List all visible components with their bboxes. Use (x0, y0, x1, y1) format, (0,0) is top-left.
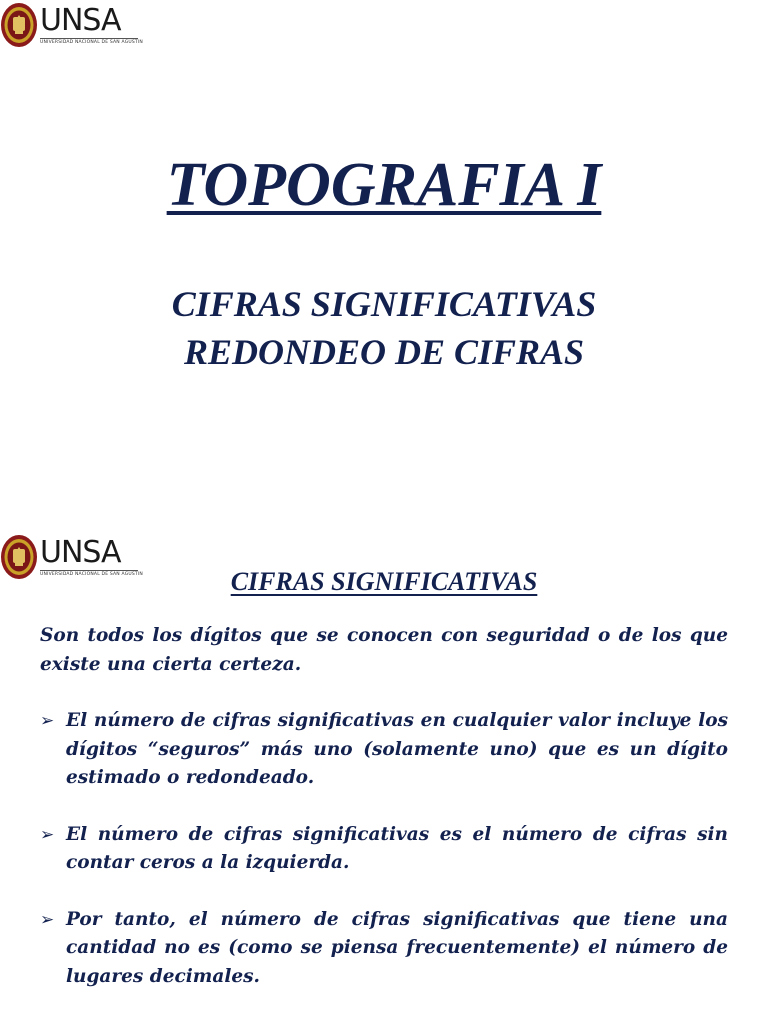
subtitle-line-2: REDONDEO DE CIFRAS (183, 332, 585, 372)
arrow-bullet-icon: ➢ (40, 824, 55, 845)
university-seal-icon (0, 2, 38, 48)
arrow-bullet-icon: ➢ (40, 909, 55, 930)
bullet-text: Por tanto, el número de cifras significativas que tiene una cantidad no es (como se piensa frecuentemente) el número de lugares decimales. (66, 908, 728, 987)
bullet-text: El número de cifras significativas es el número de cifras sin contar ceros a la izquierda. (66, 823, 728, 873)
unsa-logo (0, 2, 143, 48)
logo-tagline: UNIVERSIDAD NACIONAL DE SAN AGUSTIN (40, 572, 143, 577)
bullet-item (40, 707, 728, 793)
intro-paragraph: Son todos los dígitos que se conocen con seguridad o de los que existe una cierta certeza. (40, 625, 728, 675)
subtitle-line-1: CIFRAS SIGNIFICATIVAS (171, 284, 597, 324)
course-title-text: TOPOGRAFIA I (166, 151, 602, 219)
bullet-item (40, 821, 728, 878)
slide-body (40, 622, 728, 991)
bullet-text: El número de cifras significativas en cualquier valor incluye los dígitos “seguros” más uno (solamente uno) que es un dígito estimado o redondeado. (66, 710, 728, 788)
bullet-item (40, 906, 728, 992)
course-title (0, 150, 768, 220)
logo-wordmark: UNSA (40, 535, 121, 570)
content-slide (0, 512, 768, 1024)
section-heading (0, 562, 768, 602)
logo-tagline: UNIVERSIDAD NACIONAL DE SAN AGUSTIN (40, 40, 143, 45)
section-heading-text: CIFRAS SIGNIFICATIVAS (230, 567, 538, 596)
logo-wordmark: UNSA (40, 3, 121, 38)
logo-divider (40, 38, 138, 39)
course-subtitle (0, 280, 768, 376)
arrow-bullet-icon: ➢ (40, 711, 55, 731)
